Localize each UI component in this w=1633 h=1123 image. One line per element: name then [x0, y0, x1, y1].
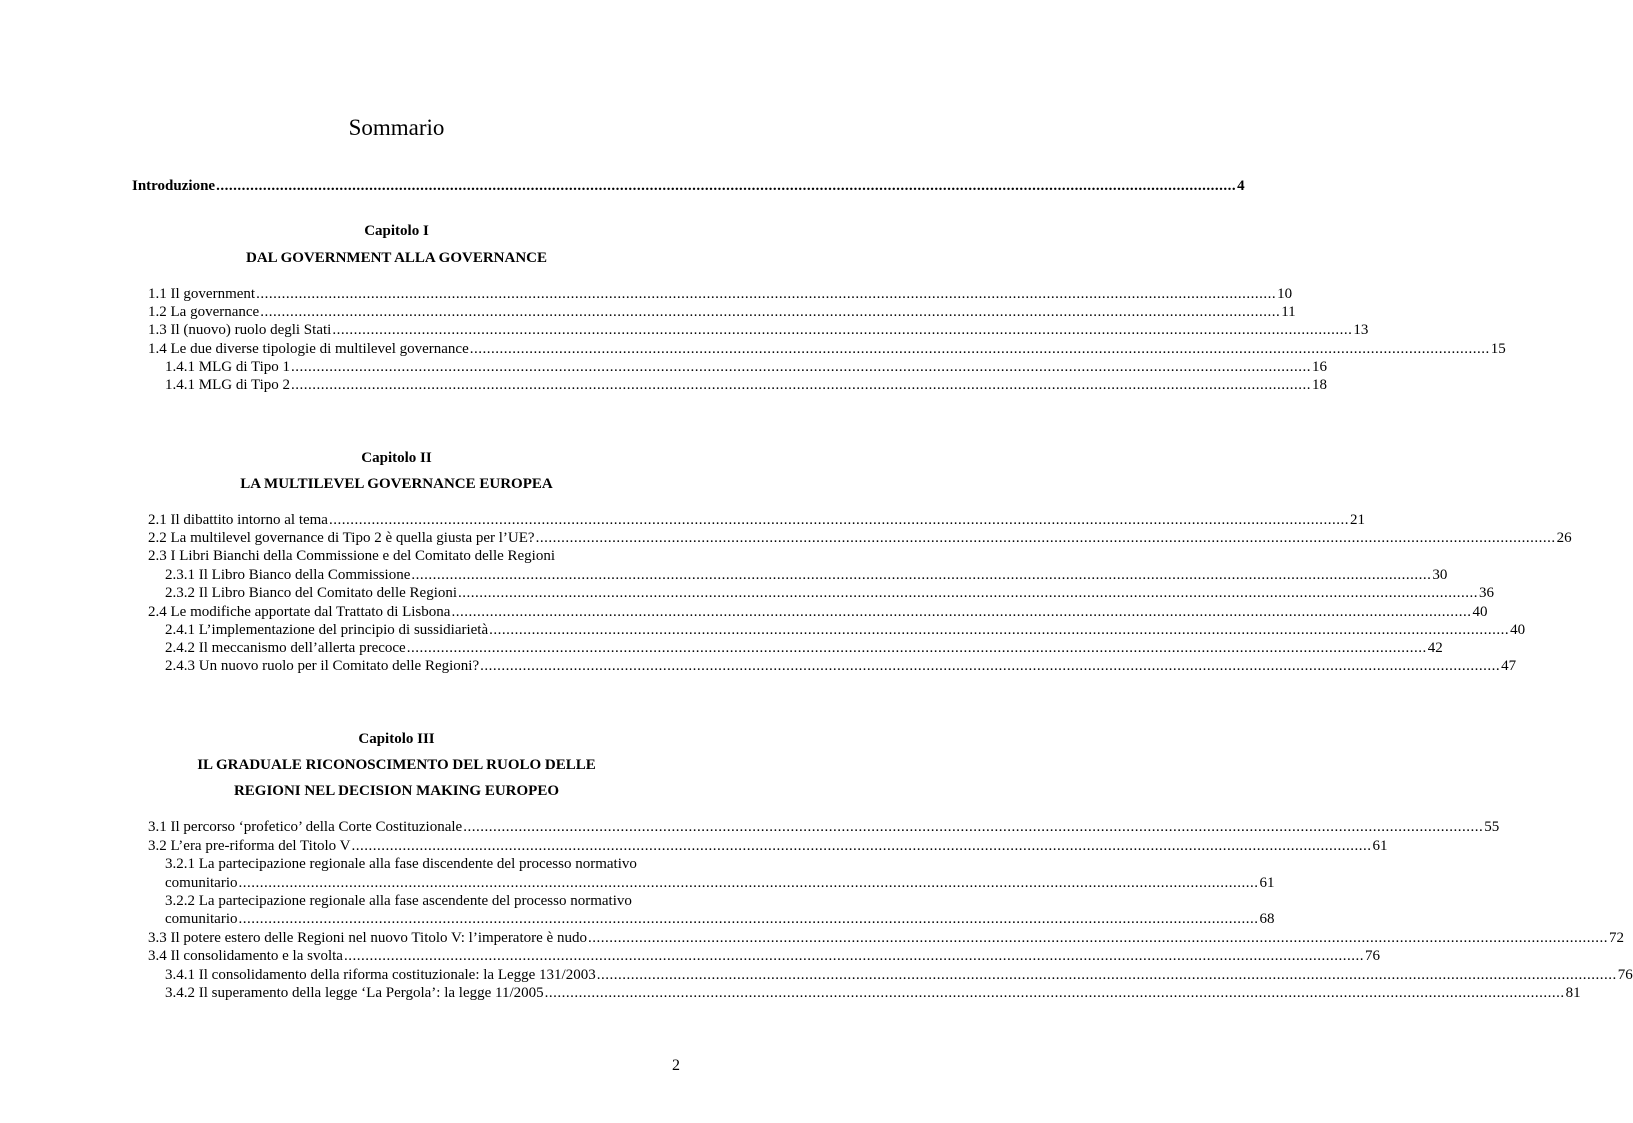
toc-entry-page: 30 [1432, 567, 1448, 583]
toc-entry-title: 3.4.2 Il superamento della legge ‘La Pergola’: la legge 11/2005 [165, 985, 544, 1001]
leader-dots: ................................................................................................................................................................................................................................................ [406, 640, 1427, 656]
page-number: 2 [672, 1057, 680, 1074]
leader-dots: ................................................................................................................................................................................................................................................ [489, 622, 1510, 638]
toc-entry-page: 81 [1565, 985, 1581, 1001]
toc-row[interactable] [148, 837, 1388, 855]
toc-entry-page: 61 [1259, 875, 1275, 891]
leader-dots: ................................................................................................................................................................................................................................................ [458, 585, 1479, 601]
toc-entry-page: 11 [1281, 304, 1296, 320]
leader-dots: ................................................................................................................................................................................................................................................ [343, 948, 1364, 964]
chapter-2-label: Capitolo II [361, 450, 432, 466]
leader-dots: ................................................................................................................................................................................................................................................ [291, 377, 1312, 393]
leader-dots: ................................................................................................................................................................................................................................................ [260, 304, 1281, 320]
toc-row[interactable] [148, 529, 1572, 547]
leader-dots: ................................................................................................................................................................................................................................................ [463, 819, 1484, 835]
toc-entry-page: 16 [1312, 359, 1328, 375]
toc-entry-title: 2.1 Il dibattito intorno al tema [148, 512, 328, 528]
toc-entry-page: 40 [1472, 604, 1488, 620]
toc-row[interactable] [165, 966, 1633, 984]
toc-row[interactable] [165, 910, 1275, 928]
toc-entry-page: 4 [1237, 178, 1245, 194]
toc-entry-page: 76 [1364, 948, 1380, 964]
toc-row[interactable] [165, 874, 1275, 892]
toc-row[interactable] [148, 285, 1293, 303]
toc-entry-title: Introduzione [132, 178, 216, 194]
toc-row[interactable] [165, 376, 1328, 394]
toc-row[interactable] [148, 511, 1365, 529]
toc-row[interactable] [148, 818, 1500, 836]
toc-row[interactable] [148, 947, 1380, 965]
leader-dots: ................................................................................................................................................................................................................................................ [480, 658, 1501, 674]
toc-entry-title: 2.4.2 Il meccanismo dell’allerta precoce [165, 640, 406, 656]
chapter-3-heading-line-1: IL GRADUALE RICONOSCIMENTO DEL RUOLO DELLE [197, 757, 596, 773]
toc-entry-page: 40 [1510, 622, 1526, 638]
page-title: Sommario [348, 115, 445, 140]
toc-row[interactable] [148, 321, 1369, 339]
toc-row[interactable] [165, 358, 1328, 376]
toc-entry-page: 68 [1259, 911, 1275, 927]
leader-dots: ................................................................................................................................................................................................................................................ [351, 838, 1372, 854]
toc-entry-page: 61 [1372, 838, 1388, 854]
toc-entry-page: 47 [1501, 658, 1517, 674]
leader-dots: ................................................................................................................................................................................................................................................ [328, 512, 1349, 528]
toc-entry-page: 15 [1490, 341, 1506, 357]
leader-dots: ................................................................................................................................................................................................................................................ [451, 604, 1472, 620]
toc-entry-title: 1.4 Le due diverse tipologie di multilevel governance [148, 341, 469, 357]
toc-row[interactable] [165, 566, 1448, 584]
toc-entry-page: 18 [1312, 377, 1328, 393]
toc-entry-title: 3.2 L’era pre-riforma del Titolo V [148, 838, 351, 854]
leader-dots: ................................................................................................................................................................................................................................................ [238, 875, 1259, 891]
toc-row[interactable] [165, 584, 1495, 602]
leader-dots: ................................................................................................................................................................................................................................................ [411, 567, 1432, 583]
chapter-3-label: Capitolo III [358, 731, 435, 747]
toc-row[interactable] [165, 657, 1517, 675]
toc-row-wrapped-title[interactable]: 3.2.2 La partecipazione regionale alla fase ascendente del processo normativo [165, 893, 632, 909]
toc-entry-title: 1.1 Il government [148, 286, 256, 302]
toc-entry-title: 2.3.2 Il Libro Bianco del Comitato delle Regioni [165, 585, 458, 601]
leader-dots: ................................................................................................................................................................................................................................................ [596, 967, 1617, 983]
toc-entry-page: 72 [1608, 930, 1624, 946]
toc-row-introduction[interactable] [132, 177, 1245, 195]
toc-row-wrapped-title[interactable]: 3.2.1 La partecipazione regionale alla fase discendente del processo normativo [165, 856, 637, 872]
toc-entry-page: 10 [1277, 286, 1293, 302]
chapter-1-heading: DAL GOVERNMENT ALLA GOVERNANCE [245, 250, 548, 266]
toc-entry-title: 2.4.1 L’implementazione del principio di sussidiarietà [165, 622, 489, 638]
leader-dots: ................................................................................................................................................................................................................................................ [587, 930, 1608, 946]
toc-row[interactable] [148, 929, 1624, 947]
chapter-1-label: Capitolo I [364, 223, 429, 239]
leader-dots: ................................................................................................................................................................................................................................................ [469, 341, 1490, 357]
toc-entry-title: 3.1 Il percorso ‘profetico’ della Corte Costituzionale [148, 819, 463, 835]
toc-entry-title: 2.2 La multilevel governance di Tipo 2 è quella giusta per l’UE? [148, 530, 535, 546]
leader-dots: ................................................................................................................................................................................................................................................ [544, 985, 1565, 1001]
leader-dots: ................................................................................................................................................................................................................................................ [291, 359, 1312, 375]
toc-entry-title: 2.4.3 Un nuovo ruolo per il Comitato delle Regioni? [165, 658, 480, 674]
toc-row[interactable] [148, 340, 1506, 358]
toc-entry-title: 2.3.1 Il Libro Bianco della Commissione [165, 567, 411, 583]
leader-dots: ................................................................................................................................................................................................................................................ [332, 322, 1353, 338]
chapter-3-heading-line-2: REGIONI NEL DECISION MAKING EUROPEO [233, 783, 560, 799]
toc-entry-title: 3.4 Il consolidamento e la svolta [148, 948, 343, 964]
toc-entry-page: 21 [1349, 512, 1365, 528]
toc-row[interactable] [148, 303, 1296, 321]
toc-entry-page: 26 [1556, 530, 1572, 546]
toc-row[interactable] [148, 603, 1488, 621]
toc-entry-title: comunitario [165, 875, 238, 891]
leader-dots: ................................................................................................................................................................................................................................................ [238, 911, 1259, 927]
leader-dots: ................................................................................................................................................................................................................................................ [216, 178, 1237, 194]
toc-entry-page: 42 [1427, 640, 1443, 656]
toc-entry-title: 1.4.1 MLG di Tipo 2 [165, 377, 291, 393]
toc-entry-page: 55 [1484, 819, 1500, 835]
toc-entry-title: 1.4.1 MLG di Tipo 1 [165, 359, 291, 375]
toc-entry-title: comunitario [165, 911, 238, 927]
toc-entry-page: 76 [1617, 967, 1633, 983]
toc-entry-title: 3.3 Il potere estero delle Regioni nel nuovo Titolo V: l’imperatore è nudo [148, 930, 587, 946]
leader-dots: ................................................................................................................................................................................................................................................ [256, 286, 1277, 302]
toc-entry-title: 2.4 Le modifiche apportate dal Trattato di Lisbona [148, 604, 451, 620]
toc-entry-title: 1.2 La governance [148, 304, 260, 320]
toc-row[interactable] [165, 984, 1581, 1002]
toc-entry-title: 1.3 Il (nuovo) ruolo degli Stati [148, 322, 332, 338]
toc-entry-title: 3.4.1 Il consolidamento della riforma costituzionale: la Legge 131/2003 [165, 967, 596, 983]
chapter-2-heading: LA MULTILEVEL GOVERNANCE EUROPEA [240, 476, 553, 492]
toc-entry-page: 13 [1353, 322, 1369, 338]
toc-row-section-heading[interactable]: 2.3 I Libri Bianchi della Commissione e del Comitato delle Regioni [148, 548, 556, 564]
leader-dots: ................................................................................................................................................................................................................................................ [535, 530, 1556, 546]
toc-entry-page: 36 [1479, 585, 1495, 601]
toc-row[interactable] [165, 639, 1443, 657]
toc-row[interactable] [165, 621, 1526, 639]
